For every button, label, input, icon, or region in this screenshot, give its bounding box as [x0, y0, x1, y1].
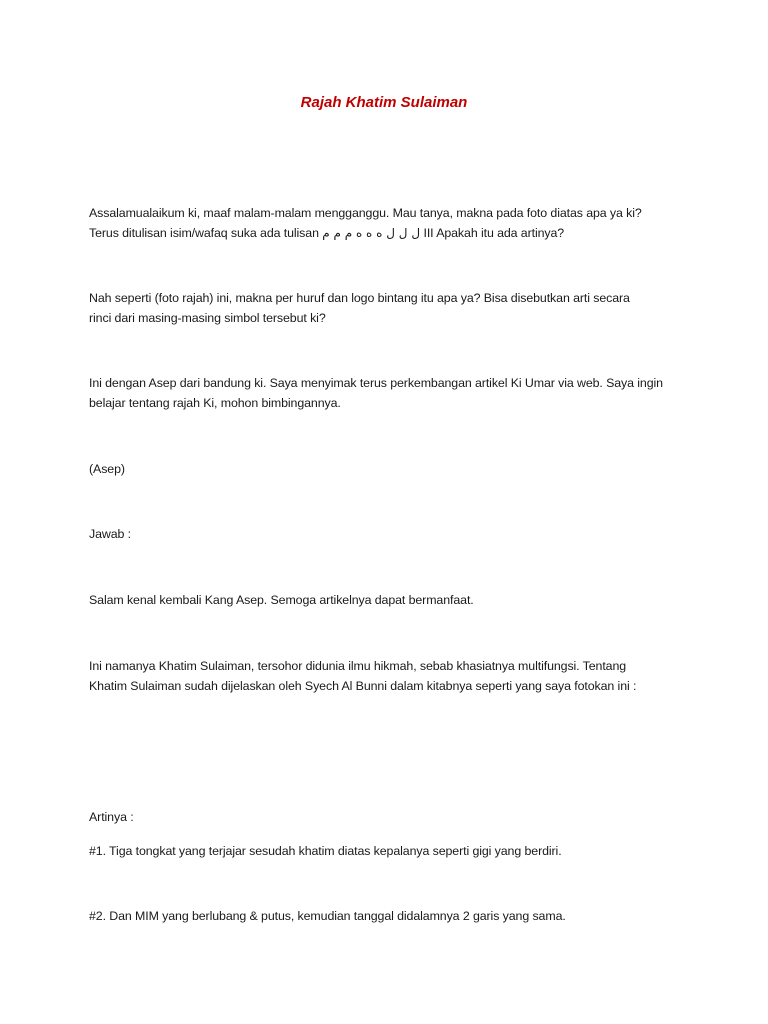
document-title: Rajah Khatim Sulaiman [300, 94, 468, 111]
paragraph-point-2 [89, 906, 689, 926]
text-line: Salam kenal kembali Kang Asep. Semoga artikelnya dapat bermanfaat. [89, 593, 474, 607]
text-line: belajar tentang rajah Ki, mohon bimbingannya. [89, 396, 341, 410]
paragraph-greeting [89, 590, 689, 610]
text-line: Khatim Sulaiman sudah dijelaskan oleh Syech Al Bunni dalam kitabnya seperti yang saya fotokan ini : [89, 679, 637, 693]
text-line: (Asep) [89, 462, 125, 476]
paragraph-answer-heading [89, 524, 689, 544]
arabic-letters: ل ل ل ه ه ه م م م [322, 226, 421, 240]
paragraph-point-1 [89, 841, 689, 861]
text-line: rinci dari masing-masing simbol tersebut ki? [89, 311, 326, 325]
paragraph-explanation [89, 656, 689, 696]
text-line: #2. Dan MIM yang berlubang & putus, kemudian tanggal didalamnya 2 garis yang sama. [89, 909, 566, 923]
roman-numeral-mark: III [420, 226, 437, 240]
text-line: Apakah itu ada artinya? [436, 226, 565, 240]
paragraph-question-2 [89, 288, 689, 328]
paragraph-question-1 [89, 203, 689, 243]
text-line: Jawab : [89, 527, 132, 541]
text-line: Ini namanya Khatim Sulaiman, tersohor didunia ilmu hikmah, sebab khasiatnya multifungsi. Tentang [89, 659, 627, 673]
text-line: Assalamualaikum ki, maaf malam-malam mengganggu. Mau tanya, makna pada foto diatas apa ya ki? [89, 206, 642, 220]
paragraph-signature [89, 459, 689, 479]
text-line: Artinya : [89, 810, 134, 824]
text-line: Ini dengan Asep dari bandung ki. Saya menyimak terus perkembangan artikel Ki Umar via web. Saya ingin [89, 376, 663, 390]
text-line: #1. Tiga tongkat yang terjajar sesudah khatim diatas kepalanya seperti gigi yang berdiri. [89, 844, 562, 858]
text-line: Terus ditulisan isim/wafaq suka ada tulisan [89, 226, 323, 240]
text-line: Nah seperti (foto rajah) ini, makna per huruf dan logo bintang itu apa ya? Bisa disebutkan arti secara [89, 291, 630, 305]
paragraph-introduction [89, 373, 689, 413]
paragraph-meaning-heading [89, 807, 689, 827]
